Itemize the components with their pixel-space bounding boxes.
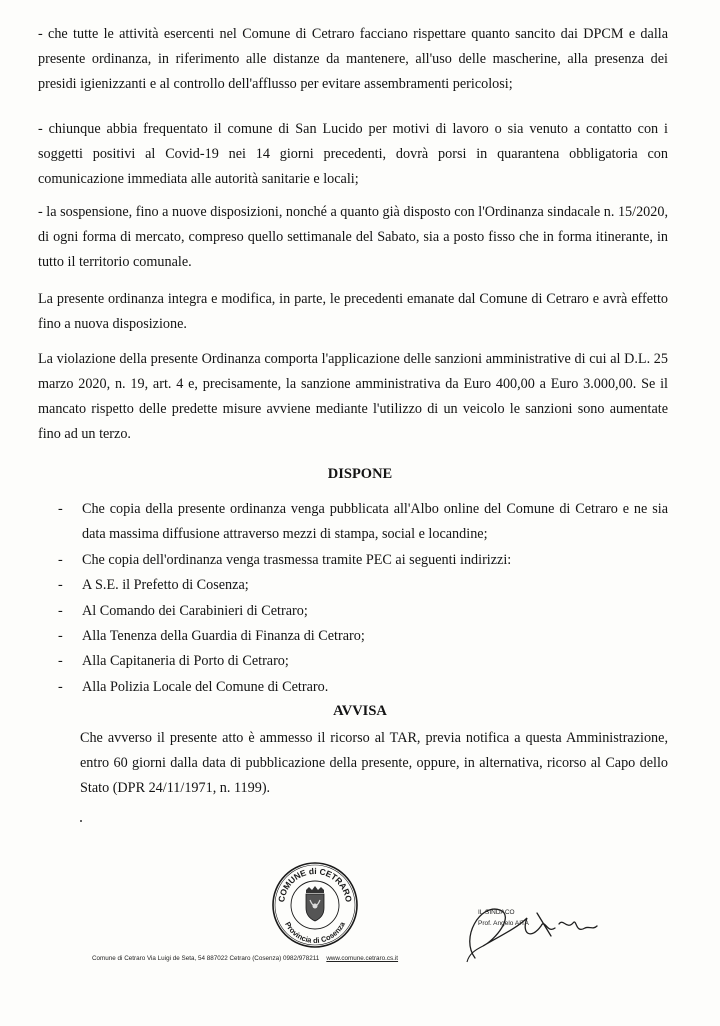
paragraph-sospensione-mercato: - la sospensione, fino a nuove disposizioni, nonché a quanto già disposto con l'Ordinanza sindacale n. 15/2020, di ogni forma di mercato, compreso quello settimanale del Sabato, sia a posto fisso che in forma itinerante, in tutto il territorio comunale. <box>38 204 668 270</box>
dash-marker: - <box>58 602 63 619</box>
list-item <box>58 624 668 649</box>
paragraph-attivita: - che tutte le attività esercenti nel Comune di Cetraro facciano rispettare quanto sancito dai DPCM e dalla presente ordinanza, in riferimento alle distanze da mantenere, all'uso delle mascherine, alla presenza dei presidi igienizzanti e al controllo dell'afflusso per evitare assembramenti pericolosi; <box>38 26 668 92</box>
list-item <box>58 599 668 624</box>
list-item-text: Alla Capitaneria di Porto di Cetraro; <box>82 653 289 670</box>
list-item <box>58 675 668 700</box>
list-item <box>58 548 668 573</box>
paragraph-efficacia: La presente ordinanza integra e modifica, in parte, le precedenti emanate dal Comune di Cetraro e avrà effetto fino a nuova disposizione. <box>38 291 668 332</box>
dash-marker: - <box>58 501 63 517</box>
list-item-text: Che copia dell'ordinanza venga trasmessa tramite PEC ai seguenti indirizzi: <box>82 551 512 568</box>
dispone-list <box>58 497 668 700</box>
dispone-heading: DISPONE <box>327 466 393 482</box>
list-item <box>58 573 668 598</box>
signature-title: IL SINDACO <box>478 909 515 916</box>
footer <box>92 955 398 962</box>
list-item-text: Alla Polizia Locale del Comune di Cetraro. <box>82 678 329 695</box>
paragraph-quarantena: - chiunque abbia frequentato il comune di San Lucido per motivi di lavoro o sia venuto a contatto con i soggetti positivi al Covid-19 nei 14 giorni precedenti, dovrà porsi in quarantena obbligatoria con comunicazione immediata alle autorità sanitarie e locali; <box>38 121 668 187</box>
signature-name: Prof. Angelo AITA <box>478 920 529 927</box>
stray-dot <box>80 820 82 822</box>
footer-address: Comune di Cetraro Via Luigi de Seta, 54 887022 Cetraro (Cosenza) 0982/978211 <box>92 955 320 962</box>
avvisa-paragraph: Che avverso il presente atto è ammesso il ricorso al TAR, previa notifica a questa Amministrazione, entro 60 giorni dalla data di pubblicazione della presente, oppure, in alternativa, ricorso al Capo dello Stato (DPR 24/11/1971, n. 1199). <box>80 730 668 796</box>
seal-bottom-text: Provincia di Cosenza <box>283 920 347 946</box>
dash-marker: - <box>58 678 63 695</box>
seal-top-text: COMUNE di CETRARO <box>276 865 354 903</box>
handwritten-signature <box>455 888 605 968</box>
dash-marker: - <box>58 551 63 568</box>
dash-marker: - <box>58 577 63 594</box>
list-item <box>58 649 668 674</box>
dash-marker: - <box>58 653 63 670</box>
avvisa-heading: AVVISA <box>333 703 387 719</box>
coat-of-arms-icon <box>306 886 324 921</box>
list-item-text: Che copia della presente ordinanza venga pubblicata all'Albo online del Comune di Cetraro e ne sia data massima diffusione attraverso mezzi di stampa, social e locandine; <box>82 501 668 543</box>
dash-marker: - <box>58 628 63 645</box>
paragraph-sanzioni: La violazione della presente Ordinanza comporta l'applicazione delle sanzioni amministrative di cui al D.L. 25 marzo 2020, n. 19, art. 4 e, precisamente, la sanzione amministrativa da Euro 400,00 a Euro 3.000,00. Se il mancato rispetto delle predette misure avviene mediante l'utilizzo di un veicolo le sanzioni sono aumentate fino ad un terzo. <box>38 351 668 442</box>
list-item-text: Alla Tenenza della Guardia di Finanza di Cetraro; <box>82 628 365 645</box>
municipal-seal <box>270 860 360 950</box>
list-item-text: Al Comando dei Carabinieri di Cetraro; <box>82 602 308 619</box>
list-item <box>58 497 668 548</box>
list-item-text: A S.E. il Prefetto di Cosenza; <box>82 577 249 594</box>
footer-website-link[interactable]: www.comune.cetraro.cs.it <box>326 955 399 962</box>
